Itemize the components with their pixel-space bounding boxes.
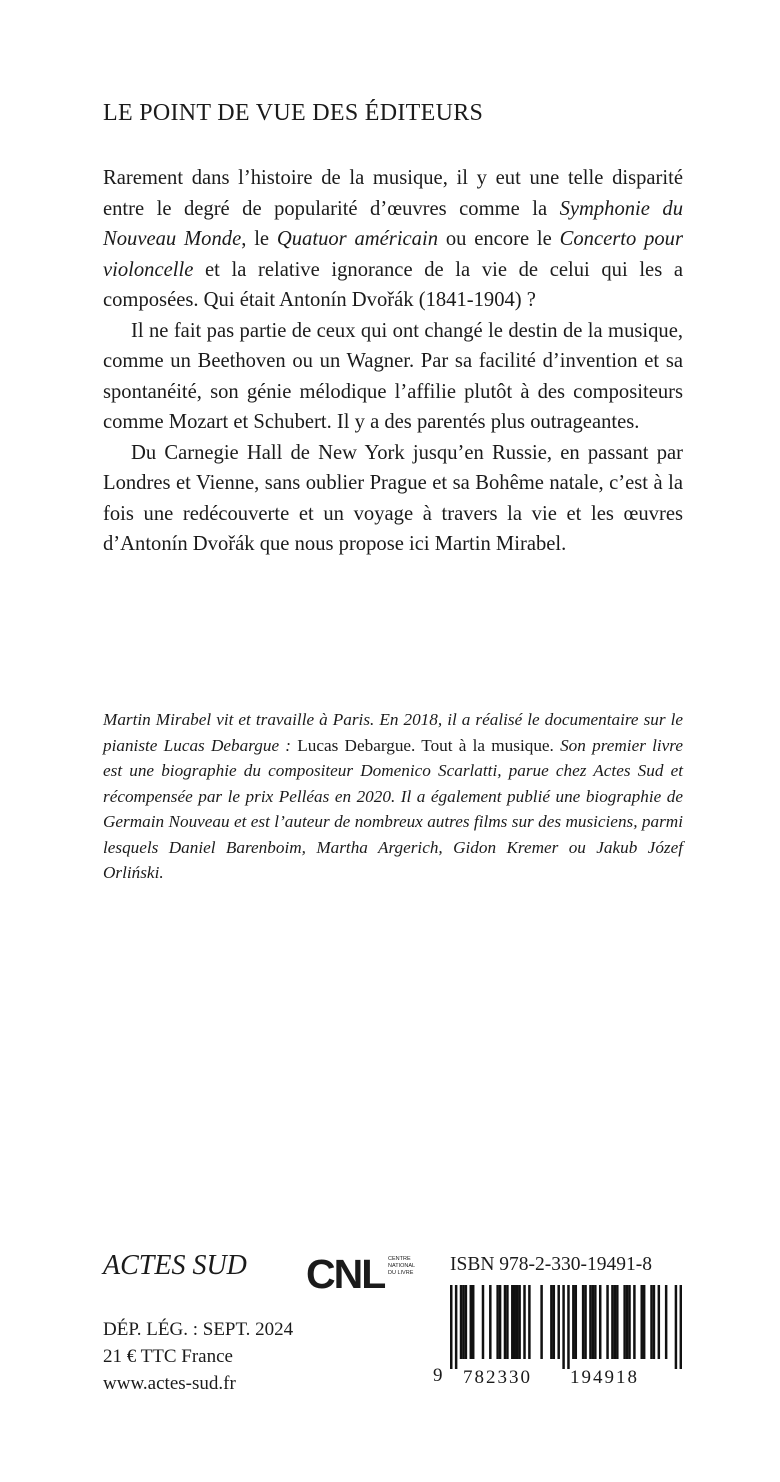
barcode-lead-digit: 9 — [433, 1365, 443, 1386]
barcode-bar — [633, 1285, 635, 1359]
barcode-bar — [675, 1285, 677, 1369]
barcode-bar — [550, 1285, 552, 1359]
website: www.actes-sud.fr — [103, 1373, 236, 1394]
barcode-bars — [450, 1285, 682, 1369]
imprint-block — [103, 1316, 293, 1397]
barcode — [433, 1285, 683, 1397]
barcode-bar — [572, 1285, 574, 1359]
barcode-bar — [658, 1285, 660, 1359]
barcode-group-left: 782330 — [463, 1367, 532, 1388]
barcode-bar — [504, 1285, 506, 1359]
barcode-bar — [623, 1285, 625, 1359]
text-segment: Rarement dans l’histoire de la musique, il y eut une telle disparité entre le degré de popularité d’œuvres comme la — [103, 167, 683, 220]
barcode-bar — [511, 1285, 513, 1359]
work-title-symphony: Symphonie du Nouveau Monde — [103, 197, 683, 250]
barcode-bar — [450, 1285, 452, 1369]
text-segment: , le — [241, 228, 277, 250]
barcode-bar — [626, 1285, 628, 1359]
barcode-bar — [628, 1285, 630, 1359]
barcode-bar — [472, 1285, 474, 1359]
legal-deposit: DÉP. LÉG. : SEPT. 2024 — [103, 1319, 294, 1340]
work-title-concerto: Concerto pour violoncelle — [103, 228, 683, 281]
barcode-bar — [567, 1285, 569, 1369]
cnl-subtitle: CENTRE NATIONAL DU LIVRE — [388, 1256, 416, 1276]
barcode-bar — [557, 1285, 559, 1359]
barcode-group-right: 194918 — [570, 1367, 639, 1388]
barcode-bar — [516, 1285, 518, 1359]
paragraph-journey: Du Carnegie Hall de New York jusqu’en Russie, en passant par Londres et Vienne, sans oublier Prague et sa Bohême natale, c’est à la fois une redécouverte et un voyage à travers la vie et les œuvres d’Antonín Dvořák que nous propose ici Martin Mirabel. — [103, 441, 683, 555]
barcode-bar — [665, 1285, 667, 1359]
cnl-letters: CNL — [306, 1251, 385, 1297]
barcode-bar — [528, 1285, 530, 1359]
paragraph-composer: Il ne fait pas partie de ceux qui ont changé le destin de la musique, comme un Beethoven ou un Wagner. Par sa facilité d’invention et sa spontanéité, son génie mélodique l’affilie plutôt à des compositeurs comme Mozart et Schubert. Il y a des parentés plus outrageantes. — [103, 319, 683, 433]
barcode-bar — [470, 1285, 472, 1359]
barcode-bar — [584, 1285, 586, 1359]
text-segment: et la relative ignorance de la vie de celui qui les a composées. Qui était Antonín Dvořák (1841-1904) ? — [103, 258, 683, 311]
barcode-bar — [489, 1285, 491, 1359]
barcode-bar — [643, 1285, 645, 1359]
barcode-bar — [482, 1285, 484, 1359]
barcode-bar — [562, 1285, 564, 1369]
barcode-bar — [599, 1285, 601, 1359]
price: 21 € TTC France — [103, 1346, 233, 1367]
barcode-bar — [606, 1285, 608, 1359]
main-text — [103, 163, 683, 560]
barcode-bar — [455, 1285, 457, 1369]
barcode-bar — [582, 1285, 584, 1359]
barcode-bar — [616, 1285, 618, 1359]
barcode-bar — [518, 1285, 520, 1359]
barcode-bar — [506, 1285, 508, 1359]
barcode-bar — [499, 1285, 501, 1359]
cnl-logo — [306, 1251, 426, 1297]
barcode-bar — [523, 1285, 525, 1359]
barcode-bar — [460, 1285, 462, 1359]
barcode-bar — [614, 1285, 616, 1359]
page-heading: LE POINT DE VUE DES ÉDITEURS — [103, 100, 484, 126]
barcode-bar — [589, 1285, 591, 1359]
barcode-bar — [575, 1285, 577, 1359]
barcode-bar — [594, 1285, 596, 1359]
barcode-bar — [592, 1285, 594, 1359]
author-bio — [103, 707, 683, 886]
barcode-bar — [513, 1285, 515, 1359]
barcode-bar — [462, 1285, 464, 1359]
publisher-logo: ACTES SUD — [103, 1250, 247, 1281]
paragraph-intro — [103, 163, 683, 316]
barcode-bar — [611, 1285, 613, 1359]
barcode-bar — [496, 1285, 498, 1359]
text-segment: Martin Mirabel vit et travaille à Paris. En 2018, il a réalisé le documentaire sur le pianiste Lucas Debargue : — [103, 710, 683, 755]
barcode-bar — [465, 1285, 467, 1359]
text-segment: Son premier livre est une biographie du compositeur Domenico Scarlatti, parue chez Actes Sud et récompensée par le prix Pelléas en 2020. Il a également publié une biographie de Germain Nouveau et est l’auteur de nombreux autres films sur des musiciens, parmi lesquels Daniel Barenboim, Martha Argerich, Gidon Kremer ou Jakub Józef Orliński. — [103, 735, 683, 882]
barcode-bar — [653, 1285, 655, 1359]
barcode-bar — [540, 1285, 542, 1359]
barcode-bar — [650, 1285, 652, 1359]
work-title-quartet: Quatuor américain — [276, 228, 438, 250]
barcode-bar — [553, 1285, 555, 1359]
documentary-title: Lucas Debargue. Tout à la musique. — [297, 735, 554, 755]
barcode-bar — [640, 1285, 642, 1359]
isbn-number: ISBN 978-2-330-19491-8 — [450, 1254, 653, 1275]
text-segment: ou encore le — [438, 228, 560, 250]
bio-paragraph — [103, 707, 683, 886]
barcode-bar — [680, 1285, 682, 1369]
